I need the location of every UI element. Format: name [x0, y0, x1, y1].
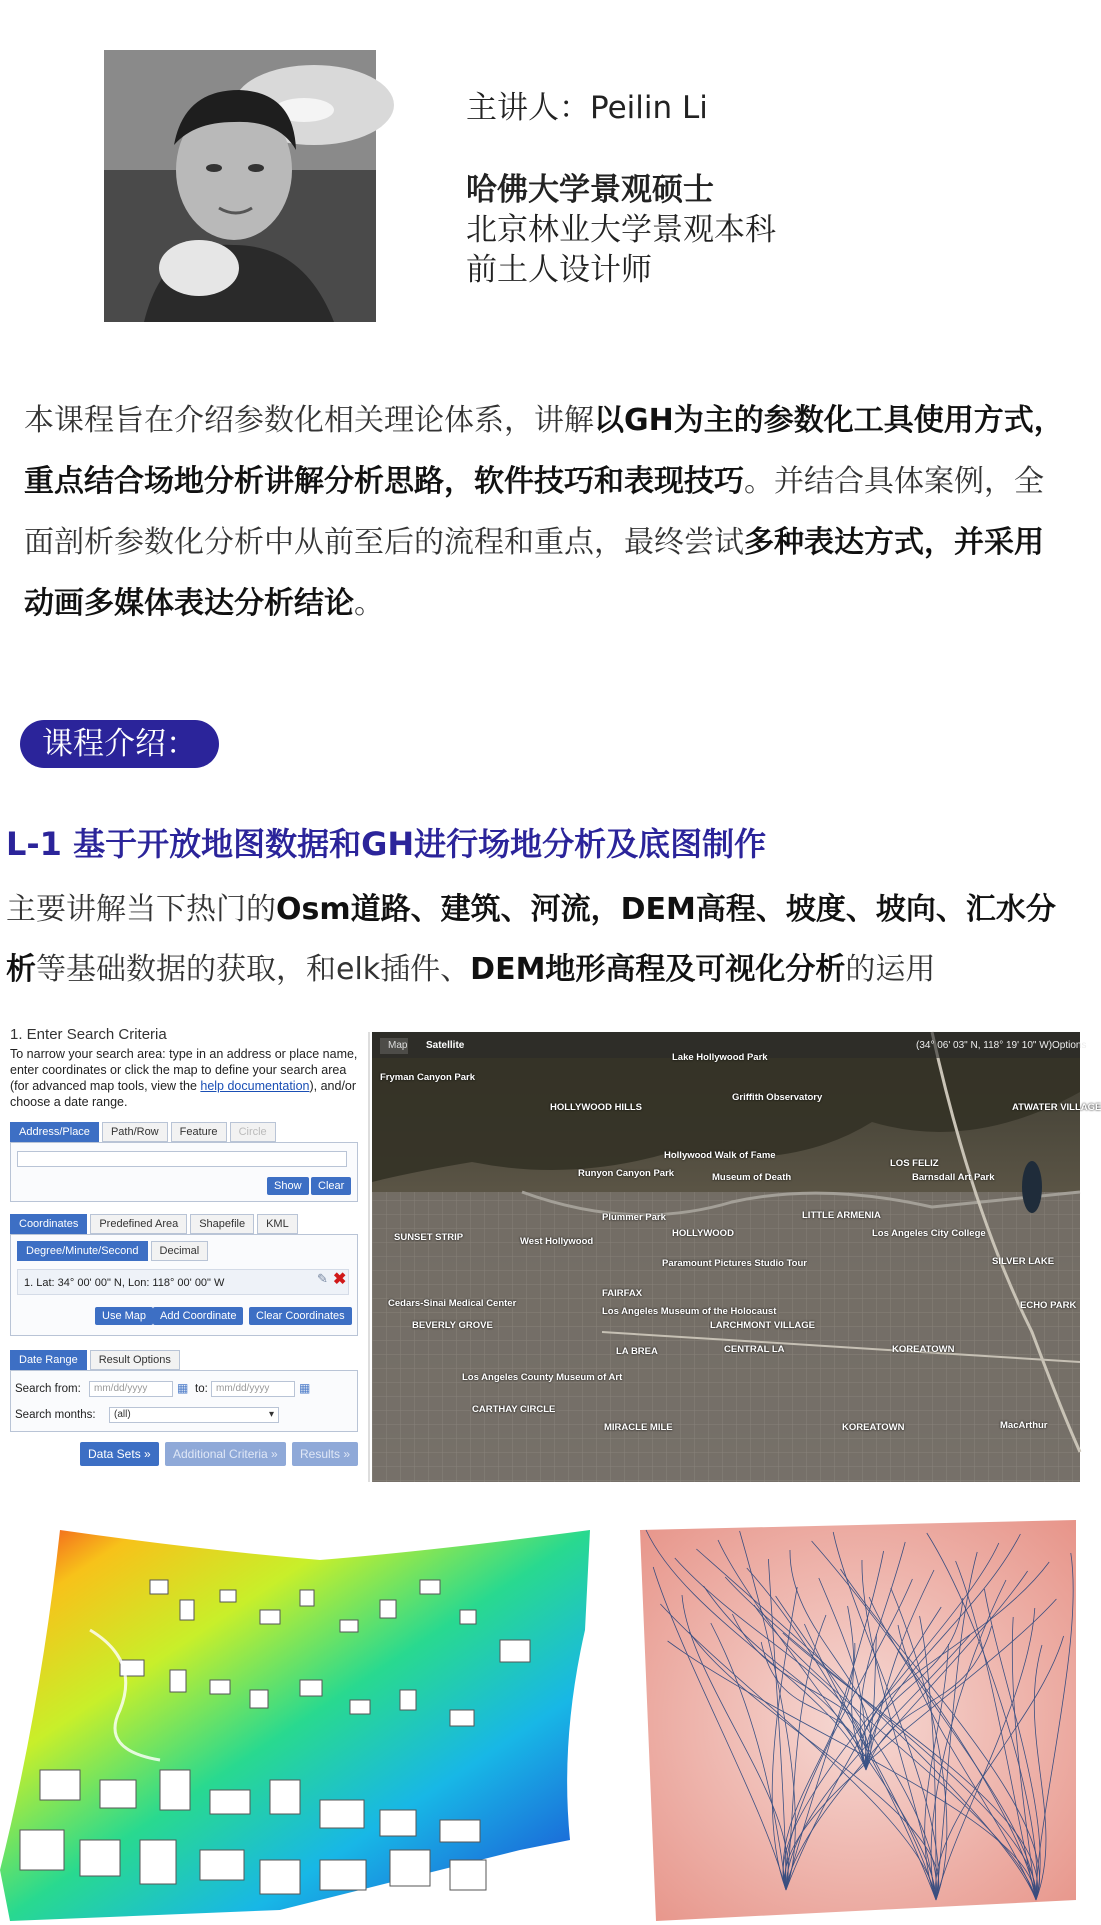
map-label: Cedars-Sinai Medical Center — [388, 1298, 517, 1309]
map-label: KOREATOWN — [892, 1344, 955, 1355]
use-map-button[interactable]: Use Map — [95, 1307, 153, 1325]
tab-address-place[interactable]: Address/Place — [10, 1122, 99, 1142]
date-to-input[interactable]: mm/dd/yyyy — [211, 1381, 295, 1397]
tab-feature[interactable]: Feature — [171, 1122, 227, 1142]
speaker-degree-bachelor: 北京林业大学景观本科 — [466, 212, 776, 248]
speaker-avatar — [104, 50, 376, 322]
search-from-label: Search from: — [15, 1383, 81, 1395]
speaker-degree-master: 哈佛大学景观硕士 — [466, 172, 714, 208]
satellite-map-screenshot — [372, 1032, 1101, 1482]
lesson-description: 主要讲解当下热门的Osm道路、建筑、河流，DEM高程、坡度、坡向、汇水分析等基础数据的获取，和elk插件、DEM地形高程及可视化分析的运用 — [6, 892, 1056, 987]
map-label: BEVERLY GROVE — [412, 1320, 493, 1331]
clear-button[interactable]: Clear — [311, 1177, 351, 1195]
tab-path-row[interactable]: Path/Row — [102, 1122, 168, 1142]
map-label: Runyon Canyon Park — [578, 1168, 675, 1179]
map-label: LARCHMONT VILLAGE — [710, 1320, 816, 1331]
edit-icon[interactable]: ✎ — [317, 1271, 328, 1286]
date-range-box — [10, 1370, 358, 1432]
coordinate-format-tabs — [17, 1241, 208, 1261]
tab-predefined-area[interactable]: Predefined Area — [90, 1214, 187, 1234]
map-label: Lake Hollywood Park — [672, 1052, 768, 1063]
calendar-icon[interactable]: ▦ — [177, 1381, 189, 1395]
map-label: LOS FELIZ — [890, 1158, 939, 1169]
course-intro-paragraph: 本课程旨在介绍参数化相关理论体系，讲解以GH为主的参数化工具使用方式，重点结合场地分析讲解分析思路，软件技巧和表现技巧。并结合具体案例，全面剖析参数化分析中从前至后的流程和重点，最终尝试多种表达方式，并采用动画多媒体表达分析结论。 — [24, 403, 1064, 621]
map-label: Plummer Park — [602, 1212, 666, 1223]
map-label: Griffith Observatory — [732, 1092, 823, 1103]
coordinate-entry: 1. Lat: 34° 00' 00" N, Lon: 118° 00' 00" W — [17, 1269, 349, 1295]
add-coordinate-button[interactable]: Add Coordinate — [153, 1307, 243, 1325]
map-options[interactable]: Options — [1052, 1040, 1087, 1051]
coordinates-box — [10, 1234, 358, 1336]
show-button[interactable]: Show — [267, 1177, 309, 1195]
map-label: Los Angeles County Museum of Art — [462, 1372, 623, 1383]
map-label: West Hollywood — [520, 1236, 594, 1247]
tab-date-range[interactable]: Date Range — [10, 1350, 87, 1370]
date-from-input[interactable]: mm/dd/yyyy — [89, 1381, 173, 1397]
map-coordinates-readout: (34° 06' 03" N, 118° 19' 10" W) — [916, 1040, 1053, 1051]
speaker-position: 前土人设计师 — [466, 252, 652, 288]
tab-circle[interactable]: Circle — [230, 1122, 276, 1142]
tab-decimal[interactable]: Decimal — [151, 1241, 209, 1261]
map-label: CARTHAY CIRCLE — [472, 1404, 556, 1415]
address-input[interactable] — [17, 1151, 347, 1167]
map-tab-satellite[interactable]: Satellite — [426, 1040, 465, 1051]
clear-coordinates-button[interactable]: Clear Coordinates — [249, 1307, 352, 1325]
map-label: LA BREA — [616, 1346, 658, 1357]
address-tabs — [10, 1122, 276, 1142]
map-label: SUNSET STRIP — [394, 1232, 464, 1243]
map-label: Barnsdall Art Park — [912, 1172, 995, 1183]
map-label: Los Angeles City College — [872, 1228, 986, 1239]
search-criteria-screenshot — [0, 1026, 370, 1482]
section-heading-course-intro: 课程介绍： — [20, 720, 219, 768]
tab-shapefile[interactable]: Shapefile — [190, 1214, 254, 1234]
search-months-select[interactable]: (all) ▾ — [109, 1407, 279, 1423]
map-label: ATWATER VILLAGE — [1012, 1102, 1101, 1113]
help-documentation-link[interactable]: help documentation — [200, 1079, 310, 1093]
map-label: Museum of Death — [712, 1172, 792, 1183]
results-button[interactable]: Results » — [292, 1442, 358, 1466]
search-months-label: Search months: — [15, 1409, 96, 1421]
tab-coordinates[interactable]: Coordinates — [10, 1214, 87, 1234]
lesson-title: L-1 基于开放地图数据和GH进行场地分析及底图制作 — [6, 825, 767, 863]
tab-kml[interactable]: KML — [257, 1214, 298, 1234]
search-criteria-header: 1. Enter Search Criteria — [10, 1026, 167, 1043]
map-label: MacArthur — [1000, 1420, 1048, 1431]
date-tabs — [10, 1350, 180, 1370]
map-label: FAIRFAX — [602, 1288, 643, 1299]
dem-terrain-visualization — [0, 1510, 600, 1921]
map-label: SILVER LAKE — [992, 1256, 1055, 1267]
coordinates-tabs — [10, 1214, 298, 1234]
calendar-icon[interactable]: ▦ — [299, 1381, 311, 1395]
water-flow-analysis-visualization — [636, 1520, 1080, 1921]
search-help-text: To narrow your search area: type in an address or place name, enter coordinates or click the map to define your search area (for advanced map tools, view the help documentation), and/or choose a date range. — [10, 1047, 358, 1109]
map-label: LITTLE ARMENIA — [802, 1210, 881, 1221]
to-label: to: — [195, 1383, 208, 1395]
map-label: Los Angeles Museum of the Holocaust — [602, 1306, 777, 1317]
map-label: HOLLYWOOD — [672, 1228, 734, 1239]
map-label: ECHO PARK — [1020, 1300, 1077, 1311]
address-box — [10, 1142, 358, 1202]
additional-criteria-button[interactable]: Additional Criteria » — [165, 1442, 286, 1466]
delete-icon[interactable]: ✖ — [333, 1271, 347, 1288]
data-sets-button[interactable]: Data Sets » — [80, 1442, 159, 1466]
map-label: HOLLYWOOD HILLS — [550, 1102, 643, 1113]
map-label: Hollywood Walk of Fame — [664, 1150, 776, 1161]
chevron-down-icon: ▾ — [268, 1409, 274, 1420]
map-label: CENTRAL LA — [724, 1344, 785, 1355]
tab-result-options[interactable]: Result Options — [90, 1350, 180, 1370]
map-label: KOREATOWN — [842, 1422, 905, 1433]
tab-degree-minute-second[interactable]: Degree/Minute/Second — [17, 1241, 148, 1261]
map-tab-map[interactable]: Map — [388, 1040, 408, 1051]
map-label: Fryman Canyon Park — [380, 1072, 476, 1083]
map-label: Paramount Pictures Studio Tour — [662, 1258, 807, 1269]
map-label: MIRACLE MILE — [604, 1422, 673, 1433]
speaker-name: 主讲人：Peilin Li — [466, 90, 708, 126]
